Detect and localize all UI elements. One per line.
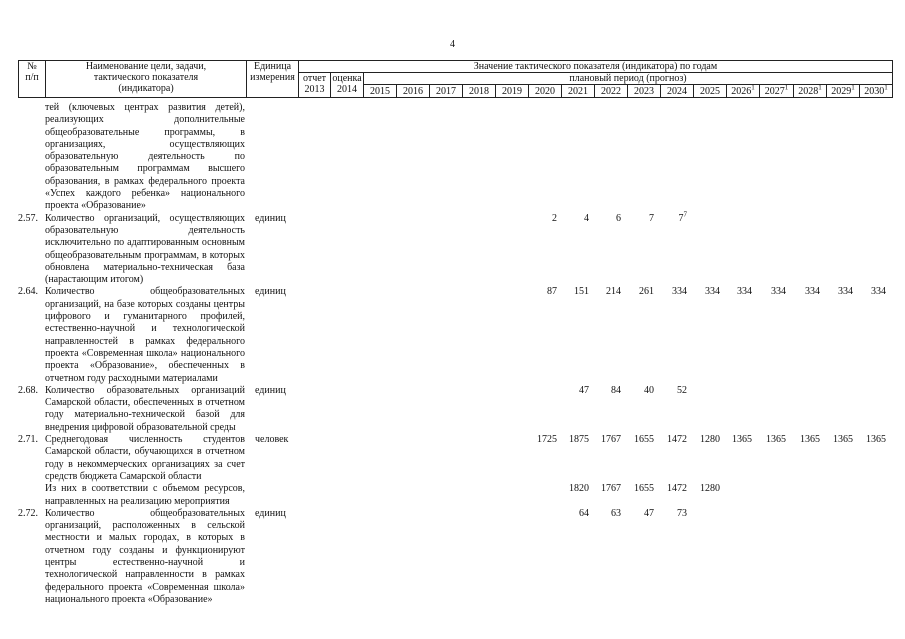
value-text: 214 [606,286,621,298]
value-text: 6 [616,212,621,224]
value-text: 1725 [537,434,557,446]
value-cell [722,286,752,298]
value-cell [690,286,720,298]
value-text: 334 [672,286,687,298]
table-row [0,286,905,384]
value-text: 1280 [700,483,720,495]
value-text: 2 [552,212,557,224]
year-cell [860,85,893,98]
year-footnote-mark: 1 [751,84,755,92]
value-cell [559,483,589,495]
value-text: 73 [677,507,687,519]
year-label: 2019 [502,85,522,97]
year-cell [661,85,694,98]
value-cell [624,385,654,397]
year-footnote-mark: 1 [784,84,789,92]
value-text: 1655 [634,483,654,495]
table-row [0,385,905,434]
value-text: 47 [644,507,654,519]
page-number: 4 [450,39,455,50]
value-cell [657,434,687,446]
value-text: 261 [639,286,654,298]
value-text: 1365 [766,434,786,446]
year-cell [628,85,661,98]
unit-of-measure: единиц [255,212,286,224]
table-header [18,60,893,98]
value-text: 64 [579,507,589,519]
value-cell [624,508,654,520]
row-number: 2.57. [18,212,38,224]
value-text: 1280 [700,434,720,446]
value-cell [591,434,621,446]
value-text: 334 [838,286,853,298]
year-label: 2020 [535,85,555,97]
indicator-name: Количество общеобразовательных организаций, на базе которых созданы центры цифрового и гуманитарного профилей, естественно-научной и технологической направленностей в рамках федерального проекта «Современная школа» национального проекта «Образование», обеспеченных в отчетном году расходными материалами [45,286,245,384]
value-cell [690,483,720,495]
value-text: 52 [677,384,687,396]
year-label: 2016 [403,85,423,97]
year-cell [595,85,628,98]
value-cell [790,434,820,446]
value-text: 7 [678,212,684,224]
header-name-text: Наименование цели, задачи, тактического показателя (индикатора) [85,61,207,94]
header-unit [247,61,299,98]
year-cell [760,85,794,98]
header-num [19,61,46,98]
row-number: 2.64. [18,286,38,298]
value-cell [657,286,687,298]
row-number: 2.72. [18,507,38,519]
year-cell [827,85,860,98]
value-text: 1472 [667,483,687,495]
indicator-name: тей (ключевых центрах развития детей), реализующих дополнительные общеобразовательные программы, в организациях, осуществляющих образовательную деятельность по образовательным программам высшего образования, в рамках федерального проекта «Успех каждого ребенка» национального проекта «Образование» [45,102,245,212]
header-num-text: № п/п [25,61,39,83]
value-text: 1820 [569,483,589,495]
table-row [0,102,905,213]
value-footnote-mark: 7 [683,210,687,219]
value-cell [722,434,752,446]
header-report [299,73,331,98]
header-estimate-label: оценка [332,73,362,84]
value-cell [527,213,557,225]
value-cell [823,434,853,446]
table-body [0,102,905,606]
year-label: 2028 [798,85,819,97]
indicator-name: Количество общеобразовательных организаций, расположенных в сельской местности и малых городах, в которых в отчетном году созданы и функционируют центры естественно-научной и технологической направленности в рамках федерального проекта «Современная школа» национального проекта «Образование» [45,507,245,605]
value-cell [527,286,557,298]
year-cell [496,85,529,98]
value-text: 334 [871,286,886,298]
value-cell [690,434,720,446]
year-footnote-mark: 1 [818,84,822,92]
value-cell [591,385,621,397]
unit-of-measure: единиц [255,384,286,396]
value-text: 63 [611,507,621,519]
value-cell [756,286,786,298]
year-cell [794,85,827,98]
indicator-name: Количество организаций, осуществляющих образовательную деятельность исключительно по адаптированным основным общеобразовательным программам, в которых обновлена материально-техническая база (нарастающим итогом) [45,212,245,286]
year-label: 2023 [634,85,654,97]
value-cell [756,434,786,446]
value-text: 151 [574,286,589,298]
value-text: 1365 [800,434,820,446]
value-text: 334 [705,286,720,298]
value-text: 1767 [601,483,621,495]
year-label: 2021 [568,85,588,97]
value-cell [591,508,621,520]
value-text: 47 [579,384,589,396]
value-cell [559,213,589,225]
value-cell [559,385,589,397]
indicator-name: Количество образовательных организаций Самарской области, обеспеченных в отчетном году материально-технической базой для внедрения цифровой образовательной среды [45,384,245,433]
value-cell [559,434,589,446]
value-text: 1655 [634,434,654,446]
year-label: 2018 [469,85,489,97]
value-cell [624,434,654,446]
year-cell [727,85,760,98]
table-row [0,508,905,606]
year-cell: 2013 [304,84,325,95]
year-cell [364,85,397,98]
value-cell [657,210,687,225]
value-text: 1365 [732,434,752,446]
header-estimate [331,73,364,98]
value-cell [624,286,654,298]
indicator-name: Среднегодовая численность студентов Самарской области, обучающихся в отчетном году в некоммерческих организациях за счет средств бюджета Самарской области [45,434,245,482]
value-cell [527,434,557,446]
value-cell [624,483,654,495]
unit-of-measure: человек [255,434,289,446]
value-text: 1472 [667,434,687,446]
year-cell [397,85,430,98]
value-text: 84 [611,384,621,396]
header-unit-text: Единица измерения [250,61,295,83]
unit-of-measure: единиц [255,286,286,298]
header-report-label: отчет [302,73,327,84]
value-text: 334 [805,286,820,298]
value-cell [591,286,621,298]
year-label: 2026 [731,85,752,97]
year-cell: 2014 [337,84,357,95]
value-cell [790,286,820,298]
indicator-name: Из них в соответствии с объемом ресурсов, направленных на реализацию мероприятия [45,483,245,507]
value-cell [559,508,589,520]
year-cell [430,85,463,98]
header-plan: плановый период (прогноз) [364,73,893,85]
table-row [0,210,905,287]
value-text: 1365 [833,434,853,446]
value-text: 40 [644,384,654,396]
unit-of-measure: единиц [255,507,286,519]
year-label: 2030 [864,85,885,97]
value-cell [657,508,687,520]
year-cell [463,85,496,98]
value-text: 1875 [569,434,589,446]
row-number: 2.68. [18,384,38,396]
year-cell [694,85,727,98]
year-label: 2017 [436,85,456,97]
value-cell [591,213,621,225]
year-cell [529,85,562,98]
row-number: 2.71. [18,434,38,446]
year-label: 2027 [764,85,785,97]
value-text: 4 [584,212,589,224]
header-name [46,61,247,98]
year-footnote-mark: 1 [884,84,888,92]
value-cell [591,483,621,495]
value-text: 334 [771,286,786,298]
value-text: 1767 [601,434,621,446]
value-text: 334 [737,286,752,298]
value-cell [823,286,853,298]
year-footnote-mark: 1 [851,84,855,92]
value-text: 87 [547,286,557,298]
value-text: 1365 [866,434,886,446]
year-cell [562,85,595,98]
table-row [0,483,905,508]
value-cell [856,286,886,298]
year-label: 2029 [831,85,852,97]
year-label: 2022 [601,85,621,97]
year-label: 2015 [370,85,390,97]
value-text: 7 [649,212,654,224]
table-row [0,434,905,483]
value-cell [624,213,654,225]
header-values: Значение тактического показателя (индикатора) по годам [299,61,893,73]
value-cell [856,434,886,446]
year-label: 2024 [667,85,687,97]
value-cell [657,385,687,397]
value-cell [657,483,687,495]
value-cell [559,286,589,298]
year-label: 2025 [700,85,720,97]
